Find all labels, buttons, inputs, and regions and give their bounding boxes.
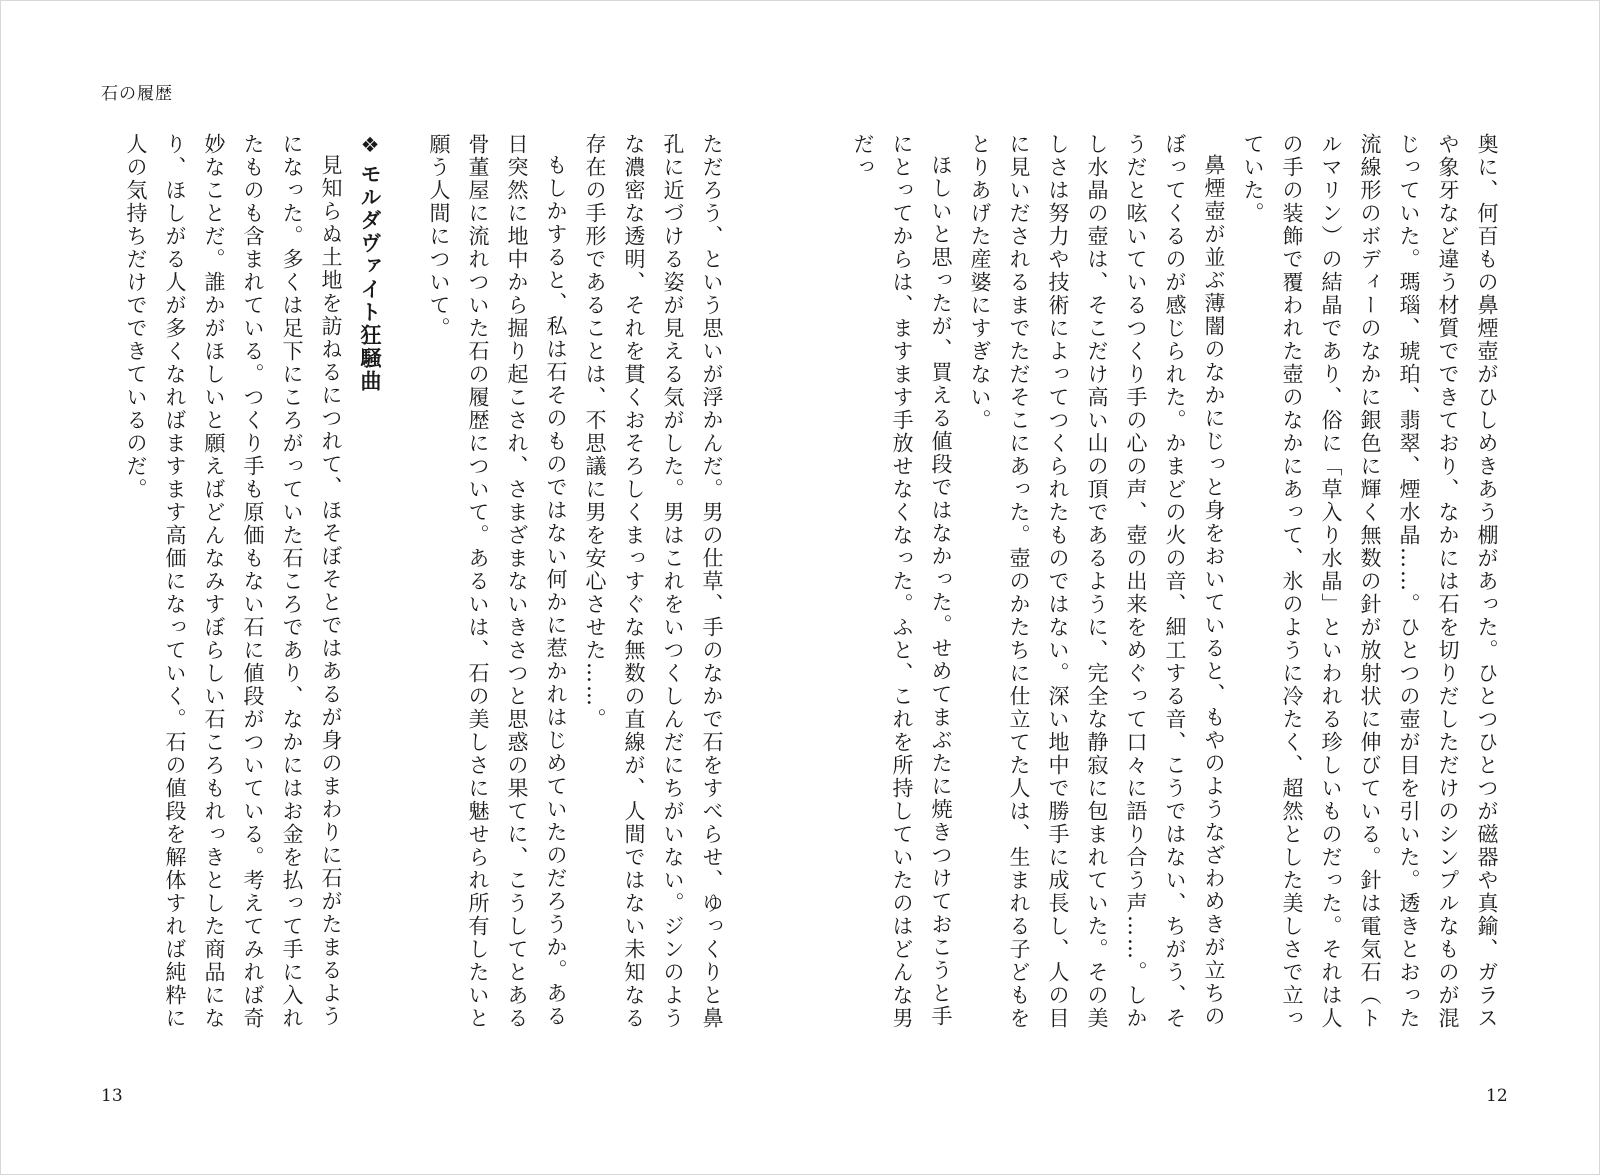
right-page-text: [851, 133, 1506, 1045]
running-head: 石の履歴: [101, 84, 173, 104]
left-page-text: [101, 133, 731, 1045]
paragraph: ほしいと思ったが、買える値段ではなかった。せめてまぶたに焼きつけておこうと手にとってからは、ますます手放せなくなった。ふと、これを所持していたのはどんな男だっ: [851, 133, 953, 1030]
spacer: [389, 133, 419, 1045]
paragraph: もしかすると、私は石そのものではない何かに惹かれはじめていたのだろうか。ある日突然に地中から掘り起こされ、さまざまないきさつと思惑の果てに、こうしてとある骨董屋に流れついた石の履歴について。あるいは、石の美しさに魅せられ所有したいと願う人間について。: [427, 133, 568, 1030]
page-number-left: 13: [101, 1086, 123, 1106]
paragraph: 見知らぬ土地を訪ねるにつれて、ほそぼそとではあるが身のまわりに石がたまるようになった。多くは足下にころがっていた石ころであり、なかにはお金を払って手に入れたものも含まれている。つくり手も原価もない石に値段がついている。考えてみれば奇妙なことだ。誰かがほしいと願えばどんなみすぼらしい石ころもれっきとした商品になり、ほしがる人が多くなればますます高価になっていく。石の値段を解体すれば純粋に人の気持ちだけでできているのだ。: [124, 133, 343, 1030]
paragraph: 奥に、何百もの鼻煙壺がひしめきあう棚があった。ひとつひとつが磁器や真鍮、ガラスや象牙など違う材質でできており、なかには石を切りだしただけのシンプルなものが混じっていた。瑪瑙、琥珀、翡翠、煙水晶……。ひとつの壺が目を引いた。透きとおった流線形のボディーのなかに銀色に輝く無数の針が放射状に伸びている。針は電気石（トルマリン）の結晶であり、俗に「草入り水晶」といわれる珍しいものだった。それは人の手の装飾で覆われた壺のなかにあって、氷のように冷たく、超然とした美しさで立っていた。: [1241, 133, 1499, 1030]
paragraph: ただろう、という思いが浮かんだ。男の仕草、手のなかで石をすべらせ、ゆっくりと鼻孔に近づける姿が見える気がした。男はこれをいつくしんだにちがいない。ジンのような濃密な透明、それを貫くおそろしくまっすぐな無数の直線が、人間ではない未知なる存在の手形であることは、不思議に男を安心させた……。: [583, 133, 724, 1030]
diamond-ornament-icon: ❖: [358, 133, 382, 159]
section-heading: [350, 133, 389, 1045]
section-heading-text: モルダヴァイト狂騒曲: [358, 163, 382, 393]
page-number-right: 12: [1486, 1086, 1508, 1106]
paragraph: 鼻煙壺が並ぶ薄闇のなかにじっと身をおいていると、もやのようなざわめきが立ちのぼってくるのが感じられた。かまどの火の音、細工する音、こうではない、ちがう、そうだと呟いているつくり手の心の声、壺の出来をめぐって口々に語り合う声……。しかし水晶の壺は、そこだけ高い山の頂であるように、完全な静寂に包まれていた。その美しさは努力や技術によってつくられたものではない。深い地中で勝手に成長し、人の目に見いだされるまでただそこにあった。壺のかたちに仕立てた人は、生まれる子どもをとりあげた産婆にすぎない。: [968, 133, 1226, 1030]
